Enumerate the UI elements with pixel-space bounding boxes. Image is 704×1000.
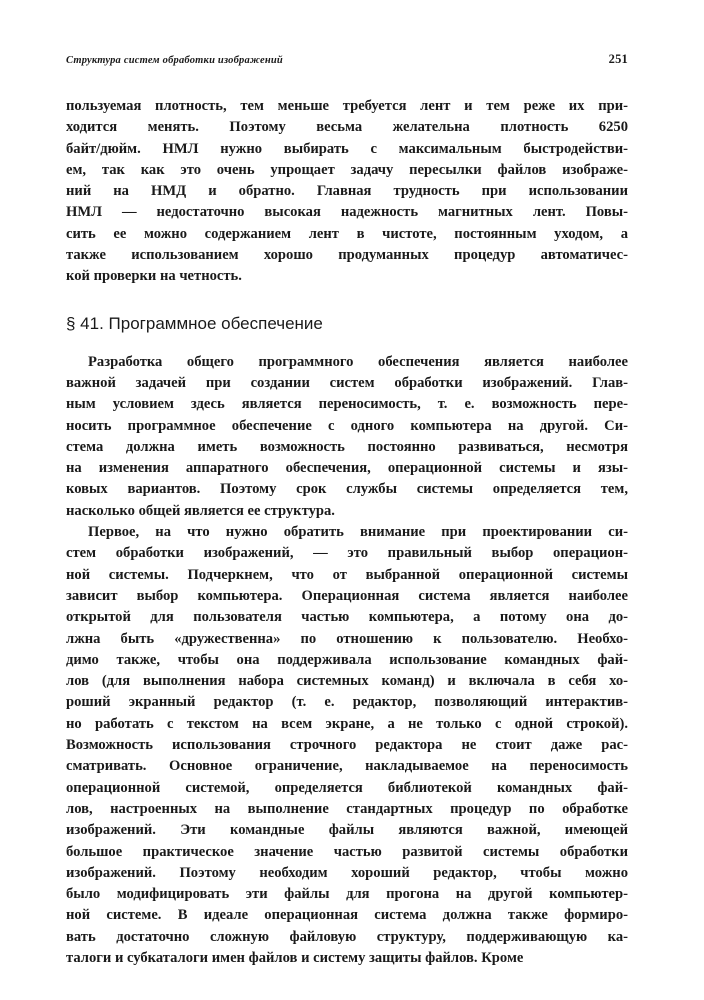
paragraph-tape-density [66, 96, 628, 288]
text-line: ной системы. Подчеркнем, что от выбранной операционной системы [66, 566, 628, 583]
text-line: ным условием здесь является переносимость, т. е. возможность пере- [66, 396, 628, 413]
text-line: изображений. Эти командные файлы являются важной, имеющей [66, 822, 628, 839]
text-line: насколько общей является ее структура. [66, 502, 335, 519]
text-line: на изменения аппаратного обеспечения, операционной системы и язы- [66, 460, 628, 477]
page-number: 251 [608, 52, 628, 66]
book-page [66, 52, 628, 969]
text-line: талоги и субкаталоги имен файлов и систему защиты файлов. Кроме [66, 949, 524, 966]
text-line: роший экранный редактор (т. е. редактор, позволяющий интерактив- [66, 694, 628, 711]
text-line: лжна быть «дружественна» по отношению к пользователю. Необхо- [66, 630, 628, 647]
text-line: но работать с текстом на всем экране, а не только с одной строкой). [66, 715, 628, 732]
running-head-title: Структура систем обработки изображений [66, 55, 283, 66]
text-line: ной системе. В идеале операционная система должна также формиро- [66, 907, 628, 924]
text-line: также использованием хорошо продуманных процедур автоматичес- [66, 247, 628, 264]
text-line: пользуемая плотность, тем меньше требуется лент и тем реже их при- [66, 98, 628, 114]
text-line: было модифицировать эти файлы для прогона на другой компьютер- [66, 886, 628, 903]
text-line: Возможность использования строчного редактора не стоит даже рас- [66, 737, 628, 754]
text-line: стема должна иметь возможность постоянно развиваться, несмотря [66, 438, 628, 455]
paragraph-software-portability [66, 352, 628, 522]
text-line: сматривать. Основное ограничение, накладываемое на переносимость [66, 758, 628, 775]
text-line: носить программное обеспечение с одного компьютера на другой. Си- [66, 417, 628, 434]
text-line: лов (для выполнения набора системных команд) и включала в себя хо- [66, 673, 628, 690]
paragraph-operating-system [66, 522, 628, 969]
text-line: Первое, на что нужно обратить внимание при проектировании си- [88, 524, 628, 541]
text-line: Разработка общего программного обеспечения является наиболее [88, 353, 628, 370]
running-head [66, 52, 628, 74]
text-line: димо также, чтобы она поддерживала использование командных фай- [66, 651, 628, 668]
text-line: операционной системой, определяется библиотекой командных фай- [66, 779, 628, 796]
text-line: сить ее можно содержанием лент в чистоте, постоянным уходом, а [66, 225, 628, 242]
text-line: ковых вариантов. Поэтому срок службы системы определяется тем, [66, 481, 628, 498]
text-line: важной задачей при создании систем обработки изображений. Глав- [66, 374, 628, 391]
text-line: изображений. Поэтому необходим хороший редактор, чтобы можно [66, 864, 628, 881]
text-line: открытой для пользователя частью компьютера, а потому она до- [66, 609, 628, 626]
section-heading: § 41. Программное обеспечение [66, 313, 323, 333]
text-line: ний на НМД и обратно. Главная трудность при использовании [66, 183, 628, 200]
text-line: байт/дюйм. НМЛ нужно выбирать с максимальным быстродействи- [66, 140, 628, 157]
text-line: зависит выбор компьютера. Операционная система является наиболее [66, 587, 628, 604]
text-line: НМЛ — недостаточно высокая надежность магнитных лент. Повы- [66, 204, 628, 221]
text-line: лов, настроенных на выполнение стандартных процедур по обработке [66, 800, 628, 817]
text-line: ходится менять. Поэтому весьма желательна плотность 6250 [66, 119, 628, 136]
text-line: стем обработки изображений, — это правильный выбор операцион- [66, 545, 628, 562]
text-line: вать достаточно сложную файловую структуру, поддерживающую ка- [66, 928, 628, 945]
text-line: большое практическое значение частью развитой системы обработки [66, 843, 628, 860]
text-line: кой проверки на четность. [66, 268, 242, 285]
text-line: ем, так как это очень упрощает задачу пересылки файлов изображе- [66, 161, 628, 178]
